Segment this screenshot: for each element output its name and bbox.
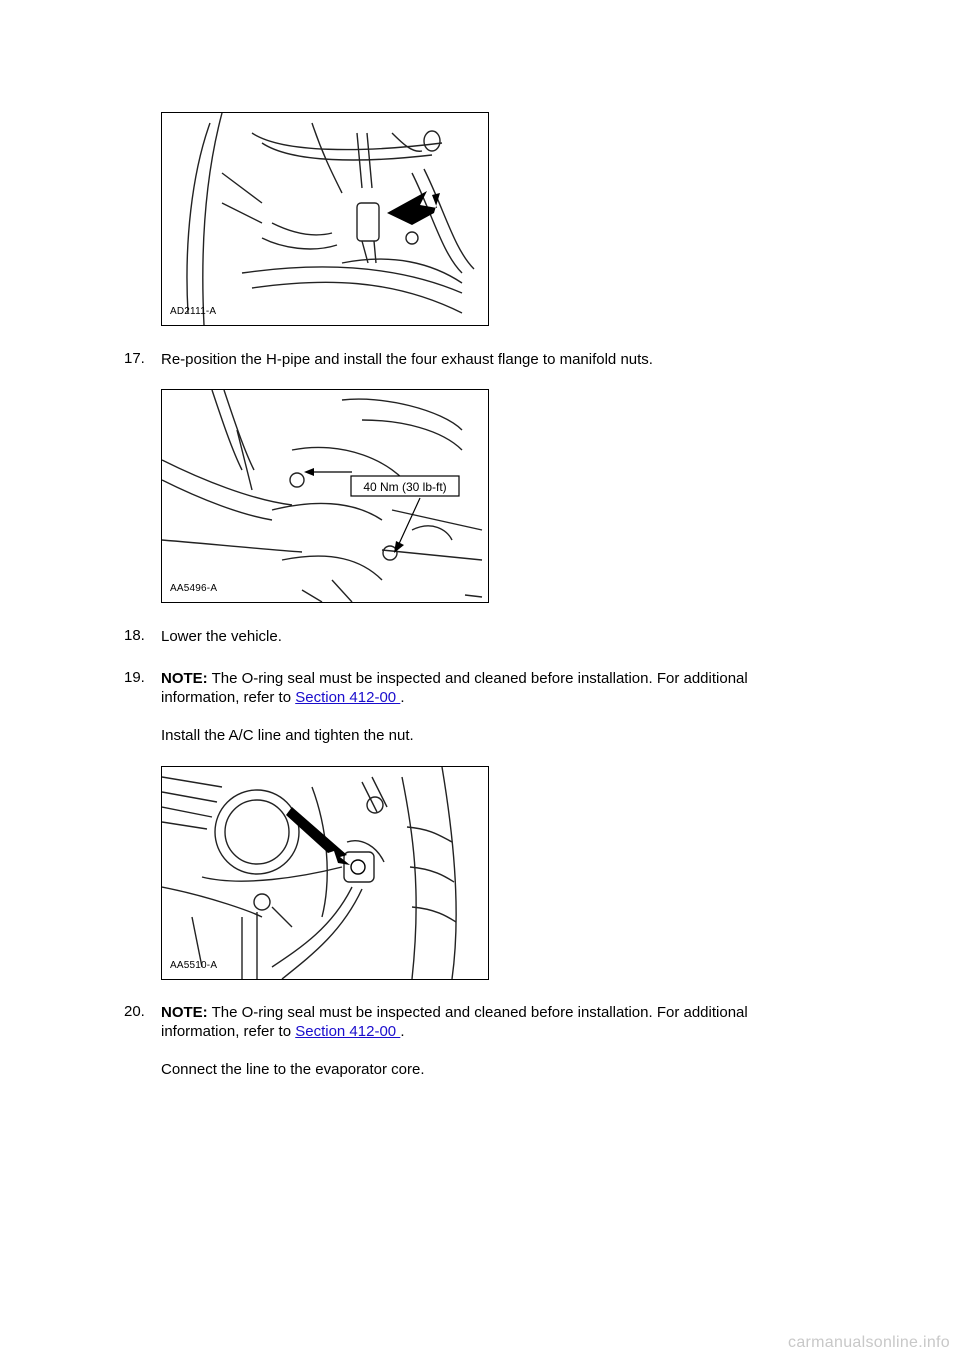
figure-caption: AD2111-A xyxy=(170,306,217,317)
step-number: 20. xyxy=(124,1003,145,1020)
step-number: 17. xyxy=(124,350,145,367)
figure-ad2111a xyxy=(161,112,489,326)
note-end: . xyxy=(400,1023,405,1040)
exhaust-flange-illustration xyxy=(162,390,488,602)
section-link[interactable]: Section 412-00 xyxy=(295,1023,401,1040)
note-text: The O-ring seal must be inspected and cleaned before installation. For additional information, refer to xyxy=(161,670,748,706)
step-note xyxy=(161,669,821,707)
note-text: The O-ring seal must be inspected and cleaned before installation. For additional information, refer to xyxy=(161,1004,748,1040)
section-link[interactable]: Section 412-00 xyxy=(295,689,401,706)
note-label: NOTE: xyxy=(161,670,208,687)
step-instruction: Connect the line to the evaporator core. xyxy=(161,1061,425,1078)
note-end: . xyxy=(400,689,405,706)
step-text: Re-position the H-pipe and install the four exhaust flange to manifold nuts. xyxy=(161,351,653,368)
figure-caption: AA5510-A xyxy=(170,960,218,971)
step-text: Lower the vehicle. xyxy=(161,628,282,645)
figure-aa5510a xyxy=(161,766,489,980)
note-label: NOTE: xyxy=(161,1004,208,1021)
step-note xyxy=(161,1003,821,1041)
figure-caption: AA5496-A xyxy=(170,583,218,594)
step-number: 18. xyxy=(124,627,145,644)
step-instruction: Install the A/C line and tighten the nut. xyxy=(161,727,414,744)
torque-callout: 40 Nm (30 lb-ft) xyxy=(363,480,447,494)
figure-aa5496a xyxy=(161,389,489,603)
ac-line-illustration xyxy=(162,767,488,979)
oxygen-sensor-illustration xyxy=(162,113,488,325)
watermark: carmanualsonline.info xyxy=(788,1334,950,1351)
step-number: 19. xyxy=(124,669,145,686)
